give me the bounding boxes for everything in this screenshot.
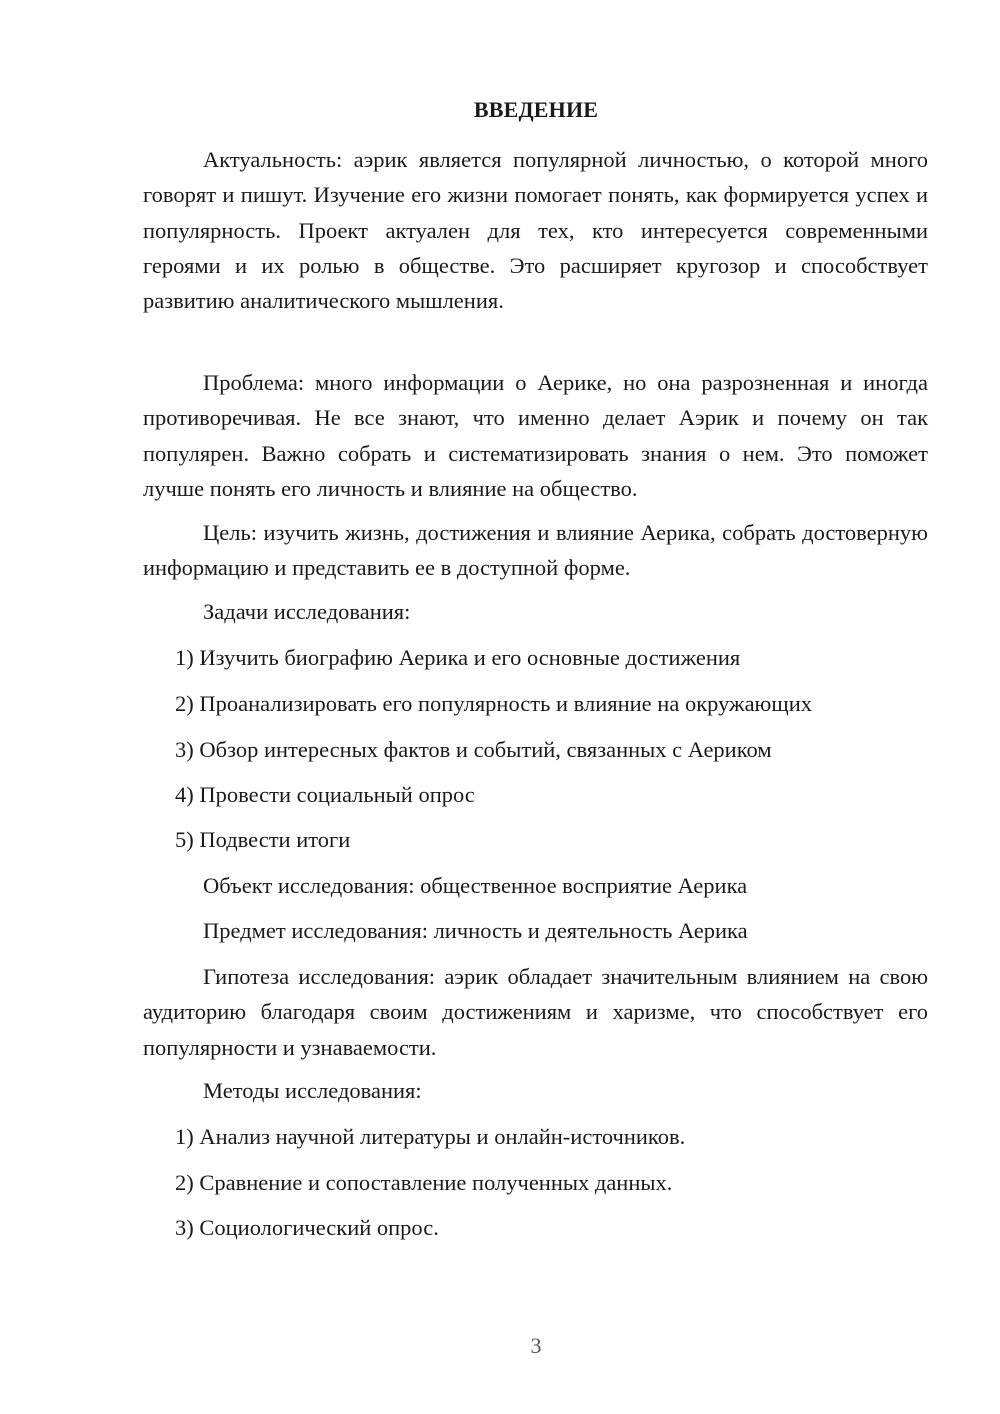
paragraph-problem: Проблема: много информации о Аерике, но она разрозненная и иногда противоречивая. Не все знают, что именно делает Аэрик и почему он так популярен. Важно собрать и систематизировать знания о нем. Это поможет лучше понять его личность и влияние на общество. [143,370,928,501]
paragraph-relevance: Актуальность: аэрик является популярной личностью, о которой много говорят и пишут. Изучение его жизни помогает понять, как формируется успех и популярность. Проект актуален для тех, кто интересуется современными героями и их ролью в обществе. Это расширяет кругозор и способствует развитию аналитического мышления. [143,147,928,314]
research-subject: Предмет исследования: личность и деятельность Аерика [203,918,748,943]
tasks-heading: Задачи исследования: [203,599,411,624]
task-item-5: 5) Подвести итоги [175,827,351,852]
page-number: 3 [530,1333,542,1358]
paragraph-hypothesis: Гипотеза исследования: аэрик обладает значительным влиянием на свою аудиторию благодаря своим достижениям и харизме, что способствует его популярности и узнаваемости. [143,964,928,1060]
page-title: ВВЕДЕНИЕ [473,97,599,122]
method-item-2: 2) Сравнение и сопоставление полученных данных. [175,1170,673,1195]
method-item-1: 1) Анализ научной литературы и онлайн-источников. [175,1124,686,1149]
task-item-4: 4) Провести социальный опрос [175,782,475,807]
task-item-2: 2) Проанализировать его популярность и влияние на окружающих [175,691,812,716]
task-item-1: 1) Изучить биографию Аерика и его основные достижения [175,645,741,670]
research-object: Объект исследования: общественное восприятие Аерика [203,873,748,898]
task-item-3: 3) Обзор интересных фактов и событий, связанных с Аериком [175,737,772,762]
method-item-3: 3) Социологический опрос. [175,1215,439,1240]
methods-heading: Методы исследования: [203,1078,422,1103]
paragraph-goal: Цель: изучить жизнь, достижения и влияние Аерика, собрать достоверную информацию и представить ее в доступной форме. [143,520,928,581]
